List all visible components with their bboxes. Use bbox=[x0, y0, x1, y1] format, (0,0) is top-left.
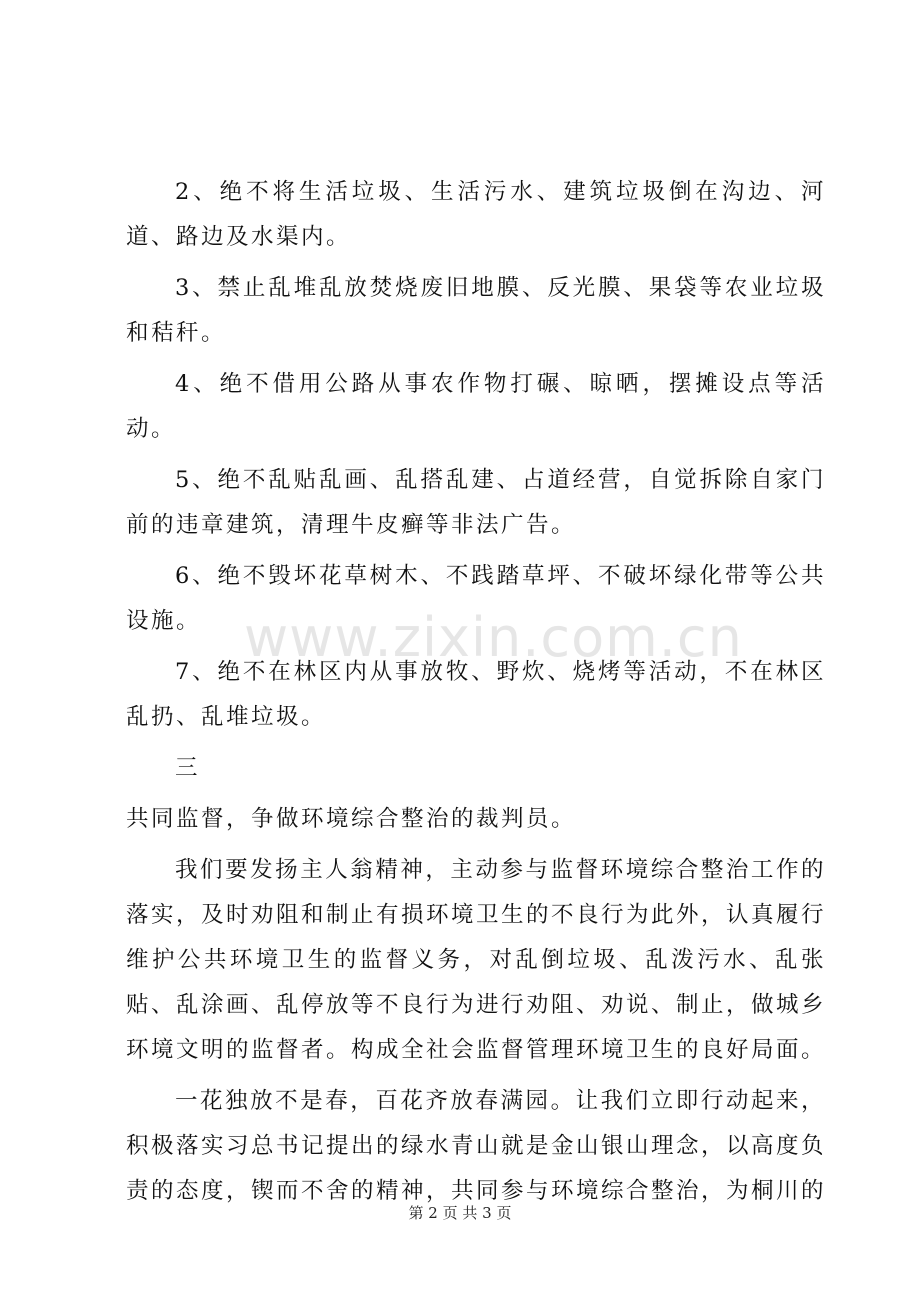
paragraph-supervision: 我们要发扬主人翁精神，主动参与监督环境综合整治工作的落实，及时劝阻和制止有损环境卫生的不良行为此外，认真履行维护公共环境卫生的监督义务，对乱倒垃圾、乱泼污水、乱张贴、乱涂画、乱停放等不良行为进行劝阻、劝说、制止，做城乡环境文明的监督者。构成全社会监督管理环境卫生的良好局面。 bbox=[126, 857, 827, 1063]
paragraph-item-6: 6、绝不毁坏花草树木、不践踏草坪、不破坏绿化带等公共设施。 bbox=[126, 563, 826, 634]
paragraph-item-7: 7、绝不在林区内从事放牧、野炊、烧烤等活动，不在林区乱扔、乱堆垃圾。 bbox=[126, 659, 826, 730]
watermark: www.zixin.com.cn bbox=[244, 606, 743, 669]
page-footer: 第 2 页 共 3 页 bbox=[408, 1204, 512, 1222]
section-heading: 共同监督，争做环境综合整治的裁判员。 bbox=[126, 806, 577, 832]
document-body bbox=[126, 170, 826, 1220]
paragraph-item-5: 5、绝不乱贴乱画、乱搭乱建、占道经营，自觉拆除自家门前的违章建筑，清理牛皮癣等非法广告。 bbox=[126, 467, 826, 538]
section-number: 三 bbox=[175, 755, 201, 781]
paragraph-item-4: 4、绝不借用公路从事农作物打碾、晾晒，摆摊设点等活动。 bbox=[126, 371, 826, 442]
paragraph-item-2: 2、绝不将生活垃圾、生活污水、建筑垃圾倒在沟边、河道、路边及水渠内。 bbox=[126, 179, 826, 250]
paragraph-item-3: 3、禁止乱堆乱放焚烧废旧地膜、反光膜、果袋等农业垃圾和秸秆。 bbox=[126, 275, 826, 346]
paragraph-closing: 一花独放不是春，百花齐放春满园。让我们立即行动起来，积极落实习总书记提出的绿水青山就是金山银山理念，以高度负责的态度，锲而不舍的精神，共同参与环境综合整治，为桐川的 bbox=[126, 1088, 827, 1204]
